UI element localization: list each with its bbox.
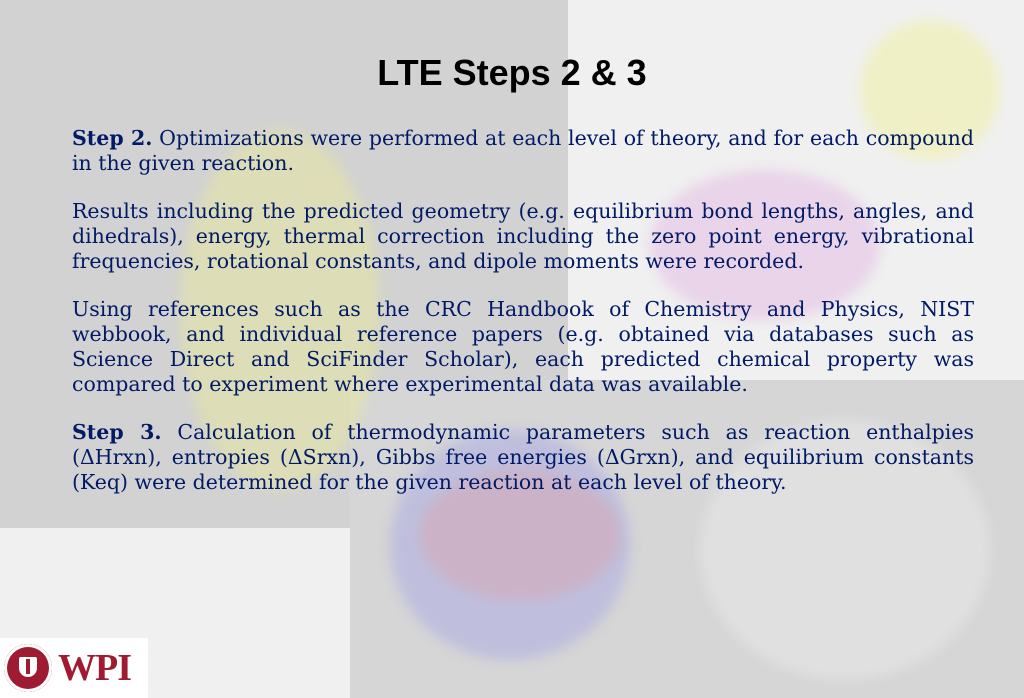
results-text: Results including the predicted geometry (e.g. equilibrium bond lengths, angles, and dihedrals), energy, thermal correction including the zero point energy, vibrational frequencies, rotational constants, and dipole moments were recorded. <box>72 199 974 273</box>
step-2-text: Optimizations were performed at each level of theory, and for each compound in the given reaction. <box>72 126 974 175</box>
paragraph-results <box>72 199 974 274</box>
step-3-lead: Step 3. <box>72 420 162 444</box>
step-3-text: Calculation of thermodynamic parameters such as reaction enthalpies (ΔHrxn), entropies (ΔSrxn), Gibbs free energies (ΔGrxn), and equilibrium constants (Keq) were determined for the given reaction at each level of theory. <box>72 420 974 494</box>
paragraph-references <box>72 297 974 397</box>
step-2-lead: Step 2. <box>72 126 153 150</box>
references-text: Using references such as the CRC Handbook of Chemistry and Physics, NIST webbook, and individual reference papers (e.g. obtained via databases such as Science Direct and SciFinder Scholar), each predicted chemical property was compared to experiment where experimental data was available. <box>72 297 974 396</box>
paragraph-step-2 <box>72 126 974 176</box>
wpi-seal-icon <box>4 644 52 692</box>
slide-body <box>72 126 974 518</box>
wpi-logo <box>0 638 148 698</box>
paragraph-step-3 <box>72 420 974 495</box>
slide-title: LTE Steps 2 & 3 <box>377 52 647 93</box>
wpi-logo-text: WPI <box>58 647 131 689</box>
